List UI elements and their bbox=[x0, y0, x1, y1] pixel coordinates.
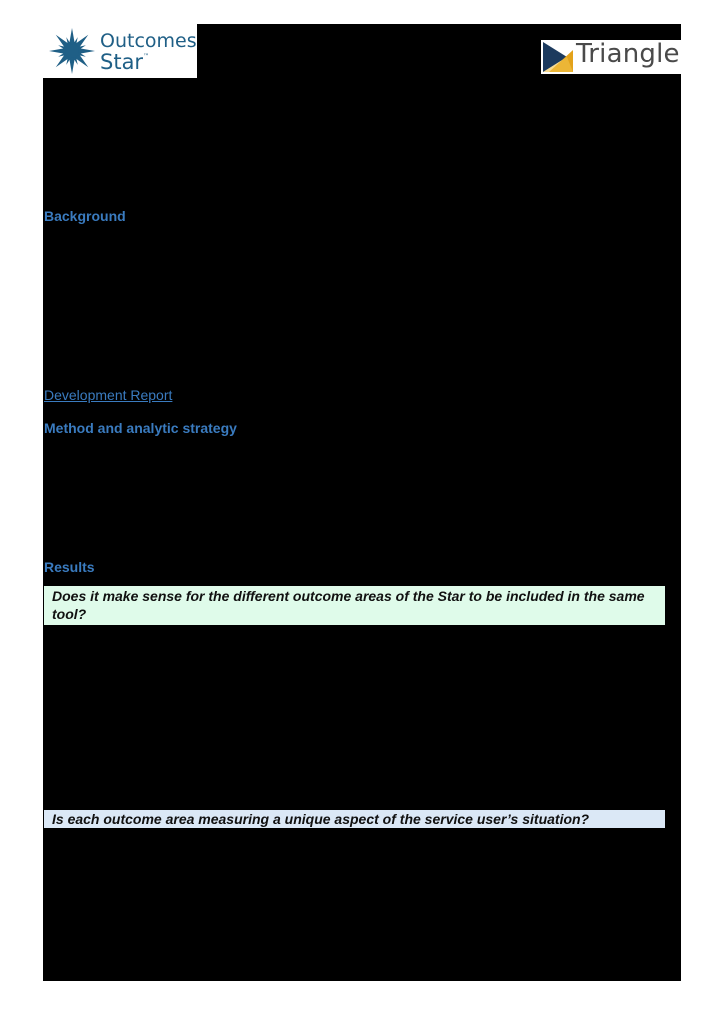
document-page bbox=[43, 24, 681, 981]
question-text: Does it make sense for the different outcome areas of the Star to be included in the same tool? bbox=[52, 588, 645, 622]
star-burst-icon bbox=[47, 26, 97, 76]
section-heading-method: Method and analytic strategy bbox=[44, 420, 237, 436]
logo-line-outcomes: Outcomes bbox=[100, 30, 197, 52]
trademark-mark: ™ bbox=[143, 53, 150, 60]
triangle-logo bbox=[541, 40, 681, 74]
triangle-logo-icon bbox=[543, 42, 573, 72]
question-box-unique-aspect bbox=[44, 810, 665, 828]
triangle-wordmark: Triangle bbox=[576, 39, 680, 69]
question-box-same-tool bbox=[44, 586, 665, 625]
logo-line-star: Star™ bbox=[100, 50, 150, 74]
development-report-link[interactable]: Development Report bbox=[44, 387, 173, 403]
outcomes-star-logo bbox=[43, 24, 197, 78]
section-heading-background: Background bbox=[44, 208, 126, 224]
question-text: Is each outcome area measuring a unique aspect of the service user’s situation? bbox=[52, 811, 590, 827]
section-heading-results: Results bbox=[44, 559, 95, 575]
